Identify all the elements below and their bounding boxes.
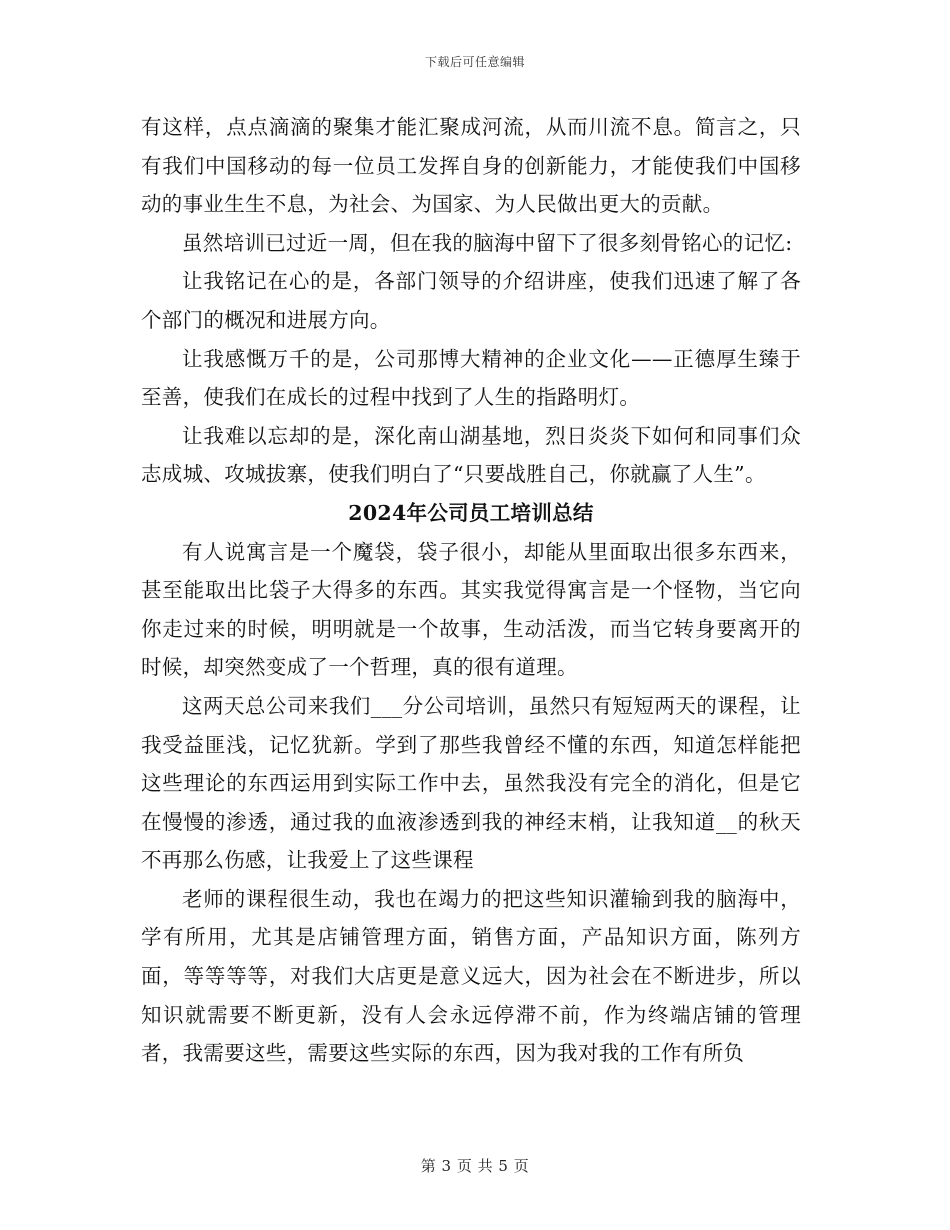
paragraph: 让我铭记在心的是，各部门领导的介绍讲座，使我们迅速了解了各个部门的概况和进展方向。 <box>141 269 801 332</box>
section-title: 2024年公司员工培训总结 <box>348 500 594 525</box>
paragraph: 这两天总公司来我们___分公司培训，虽然只有短短两天的课程，让我受益匪浅，记忆犹新。学到了那些我曾经不懂的东西，知道怎样能把这些理论的东西运用到实际工作中去，虽然我没有完全的消化，但是它在慢慢的渗透，通过我的血液渗透到我的神经末梢，让我知道__的秋天不再那么伤感，让我爱上了这些课程 <box>141 693 801 873</box>
paragraph: 让我难以忘却的是，深化南山湖基地，烈日炎炎下如何和同事们众志成城、攻城拔寨，使我们明白了“只要战胜自己，你就赢了人生”。 <box>141 423 801 487</box>
paragraph: 有人说寓言是一个魔袋，袋子很小，却能从里面取出很多东西来，甚至能取出比袋子大得多的东西。其实我觉得寓言是一个怪物，当它向你走过来的时候，明明就是一个故事，生动活泼，而当它转身要离开的时候，却突然变成了一个哲理，真的很有道理。 <box>141 539 801 680</box>
page-footer: 第 3 页 共 5 页 <box>420 1157 530 1175</box>
document-body <box>141 108 801 1073</box>
page-header: 下载后可任意编辑 <box>424 55 525 69</box>
paragraph: 老师的课程很生动，我也在竭力的把这些知识灌输到我的脑海中，学有所用，尤其是店铺管理方面，销售方面，产品知识方面，陈列方面，等等等等，对我们大店更是意义远大，因为社会在不断进步，所以知识就需要不断更新，没有人会永远停滞不前，作为终端店铺的管理者，我需要这些，需要这些实际的东西，因为我对我的工作有所负 <box>141 886 801 1066</box>
paragraph: 虽然培训已过近一周，但在我的脑海中留下了很多刻骨铭心的记忆: <box>182 230 793 255</box>
paragraph: 让我感慨万千的是，公司那博大精神的企业文化——正德厚生臻于至善，使我们在成长的过程中找到了人生的指路明灯。 <box>141 346 801 410</box>
paragraph-continued: 有这样，点点滴滴的聚集才能汇聚成河流，从而川流不息。简言之，只有我们中国移动的每一位员工发挥自身的创新能力，才能使我们中国移动的事业生生不息，为社会、为国家、为人民做出更大的贡献。 <box>141 115 801 217</box>
